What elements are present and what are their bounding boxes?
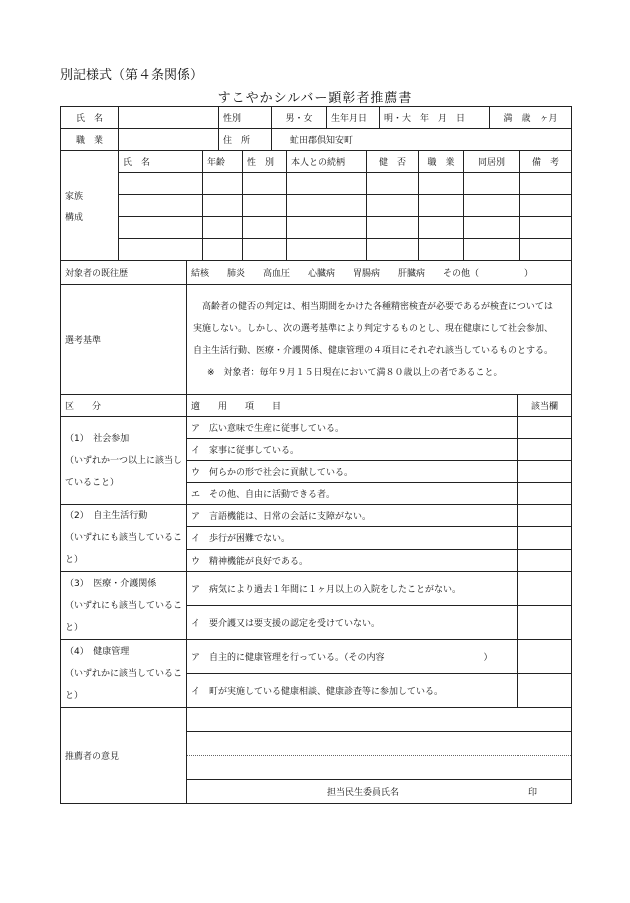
family-cell[interactable] xyxy=(243,195,287,217)
applicable-checkbox[interactable] xyxy=(518,417,572,439)
history-items[interactable]: 結核 肺炎 高血圧 心臓病 胃腸病 肝臓病 その他（ ） xyxy=(187,261,572,285)
items-header: 適 用 項 目 xyxy=(187,395,518,417)
applicable-checkbox[interactable] xyxy=(518,640,572,674)
family-cell[interactable] xyxy=(119,173,203,195)
family-cell[interactable] xyxy=(367,173,419,195)
criterion-item: ウ 何らかの形で社会に貢献している。 xyxy=(187,461,518,483)
criterion-item: ア 言語機能は、日常の会話に支障がない。 xyxy=(187,505,518,527)
occupation-label: 職 業 xyxy=(61,129,119,151)
sex-label: 性別 xyxy=(219,107,272,129)
category-social xyxy=(61,417,187,505)
family-cell[interactable] xyxy=(203,173,243,195)
family-row xyxy=(61,217,572,239)
family-cell[interactable] xyxy=(520,195,572,217)
address-label: 住 所 xyxy=(219,129,272,151)
opinion-line[interactable] xyxy=(187,708,572,732)
category-title: （2） 自主生活行動 xyxy=(65,511,148,521)
family-header-cohabit: 同居別 xyxy=(464,151,520,173)
applicable-header: 該当欄 xyxy=(518,395,572,417)
criterion-item: イ 要介護又は要支援の認定を受けていない。 xyxy=(187,606,518,640)
family-cell[interactable] xyxy=(520,239,572,261)
family-cell[interactable] xyxy=(203,217,243,239)
family-cell[interactable] xyxy=(520,173,572,195)
applicable-checkbox[interactable] xyxy=(518,439,572,461)
criterion-item: エ その他、自由に活動できる者。 xyxy=(187,483,518,505)
history-label: 対象者の既往歴 xyxy=(61,261,187,285)
evaluation-table xyxy=(60,260,572,804)
address-field[interactable]: 虻田郡倶知安町 xyxy=(272,129,572,151)
criterion-item: ア 広い意味で生産に従事している。 xyxy=(187,417,518,439)
opinion-line[interactable] xyxy=(187,732,572,756)
applicable-checkbox[interactable] xyxy=(518,674,572,708)
category-condition: （いずれか一つ以上に該当していること） xyxy=(65,455,183,488)
opinion-line[interactable] xyxy=(187,756,572,780)
category-medical-care xyxy=(61,572,187,640)
applicable-checkbox[interactable] xyxy=(518,549,572,571)
family-row xyxy=(61,239,572,261)
family-cell[interactable] xyxy=(203,239,243,261)
family-cell[interactable] xyxy=(287,239,367,261)
applicable-checkbox[interactable] xyxy=(518,505,572,527)
family-cell[interactable] xyxy=(464,195,520,217)
family-header-age: 年齢 xyxy=(203,151,243,173)
family-cell[interactable] xyxy=(119,239,203,261)
age-field[interactable]: 満 歳 ヶ月 xyxy=(490,107,572,129)
family-cell[interactable] xyxy=(419,217,464,239)
applicable-checkbox[interactable] xyxy=(518,606,572,640)
category-title: （1） 社会参加 xyxy=(65,433,130,444)
applicable-checkbox[interactable] xyxy=(518,461,572,483)
category-title: （3） 医療・介護関係 xyxy=(65,578,157,589)
family-cell[interactable] xyxy=(464,173,520,195)
family-cell[interactable] xyxy=(287,217,367,239)
family-cell[interactable] xyxy=(203,195,243,217)
family-cell[interactable] xyxy=(119,195,203,217)
family-cell[interactable] xyxy=(367,239,419,261)
family-header-health: 健 否 xyxy=(367,151,419,173)
category-header: 区 分 xyxy=(61,395,187,417)
family-cell[interactable] xyxy=(464,239,520,261)
officer-signature-row[interactable] xyxy=(187,780,572,804)
dob-field[interactable]: 明・大 年 月 日 xyxy=(380,107,490,129)
form-caption: 別記様式（第４条関係） xyxy=(60,68,204,83)
criterion-item: イ 家事に従事している。 xyxy=(187,439,518,461)
applicable-checkbox[interactable] xyxy=(518,572,572,606)
criterion-item: ア 自主的に健康管理を行っている。（その内容 ） xyxy=(187,640,518,674)
category-title: （4） 健康管理 xyxy=(65,646,130,657)
applicable-checkbox[interactable] xyxy=(518,483,572,505)
family-cell[interactable] xyxy=(464,217,520,239)
criterion-item: ア 病気により過去１年間に１ヶ月以上の入院をしたことがない。 xyxy=(187,572,518,606)
opinion-label: 推薦者の意見 xyxy=(61,708,187,804)
family-cell[interactable] xyxy=(367,195,419,217)
family-row xyxy=(61,173,572,195)
family-table xyxy=(60,150,572,261)
criterion-item: ウ 精神機能が良好である。 xyxy=(187,549,518,571)
applicable-checkbox[interactable] xyxy=(518,527,572,549)
family-cell[interactable] xyxy=(419,195,464,217)
category-self-reliance xyxy=(61,505,187,572)
family-cell[interactable] xyxy=(419,173,464,195)
family-cell[interactable] xyxy=(243,173,287,195)
family-section-label xyxy=(61,151,119,261)
family-cell[interactable] xyxy=(520,217,572,239)
family-cell[interactable] xyxy=(287,173,367,195)
criterion-item: イ 歩行が困難でない。 xyxy=(187,527,518,549)
family-header-name: 氏 名 xyxy=(119,151,203,173)
family-header-occupation: 職 業 xyxy=(419,151,464,173)
criteria-paragraph: 高齢者の健否の判定は、相当期間をかけた各種精密検査が必要であるが検査については実施しない。しかし、次の選考基準により判定するものとし、現在健康にして社会参加、自主生活行動、医療・介護関係、健康管理の４項目にそれぞれ該当しているものとする。 xyxy=(193,301,554,356)
sex-options[interactable]: 男・女 xyxy=(272,107,327,129)
family-row xyxy=(61,195,572,217)
category-condition: （いずれかに該当していること） xyxy=(65,668,183,701)
family-cell[interactable] xyxy=(419,239,464,261)
family-cell[interactable] xyxy=(367,217,419,239)
form-title: すこやかシルバー顕彰者推薦書 xyxy=(217,91,413,106)
family-cell[interactable] xyxy=(243,239,287,261)
family-header-relation: 本人との続柄 xyxy=(287,151,367,173)
basic-info-table xyxy=(60,106,572,151)
name-label: 氏 名 xyxy=(61,107,119,129)
occupation-field[interactable] xyxy=(119,129,219,151)
name-field[interactable] xyxy=(119,107,219,129)
officer-name-label: 担当民生委員氏名 xyxy=(327,788,400,798)
criteria-label: 選考基準 xyxy=(61,285,187,395)
dob-label: 生年月日 xyxy=(327,107,380,129)
criteria-text xyxy=(187,285,572,395)
family-label-line2: 構成 xyxy=(65,212,84,223)
family-header-sex: 性 別 xyxy=(243,151,287,173)
seal-mark: 印 xyxy=(528,788,538,798)
category-condition: （いずれにも該当していること） xyxy=(65,533,183,565)
criterion-item: イ 町が実施している健康相談、健康診査等に参加している。 xyxy=(187,674,518,708)
family-cell[interactable] xyxy=(119,217,203,239)
family-cell[interactable] xyxy=(287,195,367,217)
category-health-management xyxy=(61,640,187,708)
family-header-remarks: 備 考 xyxy=(520,151,572,173)
family-cell[interactable] xyxy=(243,217,287,239)
family-label-line1: 家族 xyxy=(65,191,84,202)
category-condition: （いずれにも該当していること） xyxy=(65,600,183,633)
criteria-note: ※ 対象者：毎年９月１５日現在において満８０歳以上の者であること。 xyxy=(207,367,503,378)
